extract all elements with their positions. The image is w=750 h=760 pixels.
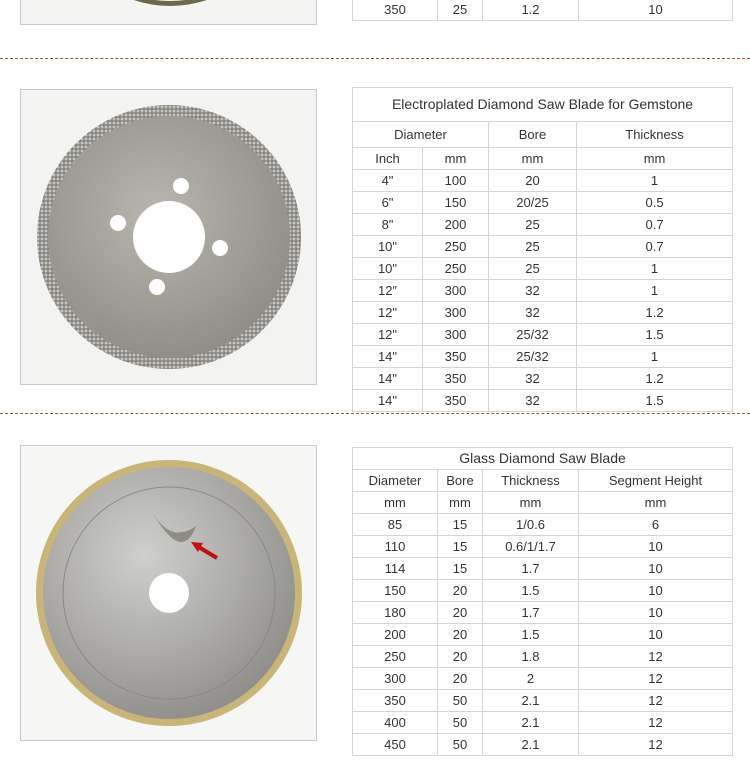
unit-header: mm [577, 148, 733, 170]
top-spec-table [352, 0, 733, 21]
table-cell: 2 [483, 668, 579, 690]
table-cell: 32 [489, 280, 577, 302]
table-cell: 20 [438, 668, 483, 690]
column-header: Thickness [483, 470, 579, 492]
table-row [353, 280, 733, 302]
table-cell: 12" [353, 324, 423, 346]
table-cell: 0.5 [577, 192, 733, 214]
table-cell: 20 [438, 580, 483, 602]
table-title-row [353, 88, 733, 122]
table-row [353, 536, 733, 558]
unit-header: mm [579, 492, 733, 514]
table-cell: 32 [489, 302, 577, 324]
table-header-row [353, 122, 733, 148]
table-row [353, 236, 733, 258]
table-cell: 10 [579, 624, 733, 646]
table-cell: 1.7 [483, 602, 579, 624]
table-cell: 10 [579, 602, 733, 624]
table-cell: 25/32 [489, 346, 577, 368]
table-cell: 1 [577, 346, 733, 368]
table-cell: 400 [353, 712, 438, 734]
column-header: Segment Height [579, 470, 733, 492]
table-cell: 150 [353, 580, 438, 602]
unit-header: mm [423, 148, 489, 170]
table-unit-row [353, 492, 733, 514]
table-cell: 1.2 [577, 302, 733, 324]
table-cell: 50 [438, 690, 483, 712]
table-cell: 4" [353, 170, 423, 192]
table-cell: 20 [438, 602, 483, 624]
table-cell: 300 [353, 668, 438, 690]
table-cell: 2.1 [483, 712, 579, 734]
table-cell: 25/32 [489, 324, 577, 346]
table-cell: 10" [353, 236, 423, 258]
table-cell: 200 [353, 624, 438, 646]
table-cell: 15 [438, 558, 483, 580]
table-cell: 50 [438, 734, 483, 756]
unit-header: mm [489, 148, 577, 170]
table-cell: 0.7 [577, 214, 733, 236]
table-unit-row [353, 148, 733, 170]
table-cell: 10" [353, 258, 423, 280]
table-cell: 0.6/1/1.7 [483, 536, 579, 558]
table-cell: 1.5 [577, 390, 733, 412]
table-cell: 12" [353, 302, 423, 324]
table-cell: 1.5 [577, 324, 733, 346]
table-cell: 350 [353, 0, 438, 21]
table-cell: 1 [577, 280, 733, 302]
table-cell: 350 [423, 368, 489, 390]
table-cell: 50 [438, 712, 483, 734]
table-cell: 15 [438, 514, 483, 536]
glass-blade-image [21, 446, 317, 741]
table-cell: 180 [353, 602, 438, 624]
table-cell: 20/25 [489, 192, 577, 214]
table-cell: 12″ [353, 280, 423, 302]
table-row [353, 346, 733, 368]
table-cell: 10 [579, 558, 733, 580]
table-row [353, 258, 733, 280]
table-cell: 25 [438, 0, 483, 21]
table-header-row [353, 470, 733, 492]
table-cell: 1 [577, 258, 733, 280]
product-photo-electroplated [20, 89, 317, 385]
column-header: Diameter [353, 122, 489, 148]
column-header: Bore [489, 122, 577, 148]
unit-header: mm [438, 492, 483, 514]
unit-header: mm [483, 492, 579, 514]
table-cell: 32 [489, 368, 577, 390]
table-cell: 0.7 [577, 236, 733, 258]
product-photo-glass [20, 445, 317, 741]
table-row [353, 214, 733, 236]
table-cell: 10 [579, 580, 733, 602]
table-cell: 12 [579, 646, 733, 668]
table-cell: 150 [423, 192, 489, 214]
table-cell: 10 [579, 536, 733, 558]
table-cell: 110 [353, 536, 438, 558]
table-cell: 20 [438, 624, 483, 646]
table-cell: 12 [579, 668, 733, 690]
unit-header: Inch [353, 148, 423, 170]
table-cell: 6" [353, 192, 423, 214]
column-header: Thickness [577, 122, 733, 148]
table-cell: 1.8 [483, 646, 579, 668]
table-cell: 2.1 [483, 734, 579, 756]
table-row [353, 192, 733, 214]
table-cell: 20 [489, 170, 577, 192]
table-cell: 20 [438, 646, 483, 668]
table-row [353, 690, 733, 712]
table-cell: 114 [353, 558, 438, 580]
electroplated-spec-table [352, 87, 733, 412]
table-cell: 25 [489, 236, 577, 258]
table-row [353, 646, 733, 668]
blade-image-top [21, 0, 317, 25]
table-row [353, 170, 733, 192]
table-cell: 12 [579, 690, 733, 712]
table-cell: 12 [579, 712, 733, 734]
electroplated-blade-image [21, 90, 317, 385]
table-row [353, 558, 733, 580]
table-cell: 1.2 [577, 368, 733, 390]
column-header: Bore [438, 470, 483, 492]
table-title: Glass Diamond Saw Blade [353, 448, 733, 470]
table-cell: 32 [489, 390, 577, 412]
table-row [353, 302, 733, 324]
table-cell: 300 [423, 280, 489, 302]
table-cell: 8" [353, 214, 423, 236]
table-cell: 350 [423, 346, 489, 368]
table-cell: 6 [579, 514, 733, 536]
table-cell: 1.5 [483, 624, 579, 646]
table-cell: 250 [423, 236, 489, 258]
table-cell: 350 [423, 390, 489, 412]
table-cell: 250 [353, 646, 438, 668]
table-row [353, 668, 733, 690]
section-divider [0, 58, 750, 59]
table-cell: 2.1 [483, 690, 579, 712]
table-cell: 10 [579, 0, 733, 21]
table-cell: 14" [353, 368, 423, 390]
table-cell: 1.7 [483, 558, 579, 580]
table-row [353, 712, 733, 734]
table-cell: 250 [423, 258, 489, 280]
table-title: Electroplated Diamond Saw Blade for Gemstone [353, 88, 733, 122]
table-row [353, 368, 733, 390]
table-cell: 100 [423, 170, 489, 192]
product-photo-top [20, 0, 317, 25]
table-cell: 14" [353, 346, 423, 368]
table-cell: 25 [489, 258, 577, 280]
table-cell: 300 [423, 324, 489, 346]
table-row [353, 580, 733, 602]
table-row [353, 324, 733, 346]
table-row [353, 0, 733, 21]
table-cell: 450 [353, 734, 438, 756]
unit-header: mm [353, 492, 438, 514]
table-row [353, 602, 733, 624]
table-cell: 25 [489, 214, 577, 236]
table-cell: 1/0.6 [483, 514, 579, 536]
table-cell: 15 [438, 536, 483, 558]
table-cell: 85 [353, 514, 438, 536]
table-row [353, 734, 733, 756]
table-row [353, 624, 733, 646]
table-cell: 300 [423, 302, 489, 324]
table-cell: 12 [579, 734, 733, 756]
table-row [353, 514, 733, 536]
table-title-row [353, 448, 733, 470]
table-cell: 1 [577, 170, 733, 192]
table-cell: 200 [423, 214, 489, 236]
table-cell: 14" [353, 390, 423, 412]
table-row [353, 390, 733, 412]
table-cell: 1.2 [483, 0, 579, 21]
column-header: Diameter [353, 470, 438, 492]
table-cell: 350 [353, 690, 438, 712]
section-divider [0, 413, 750, 414]
glass-spec-table [352, 447, 733, 756]
table-cell: 1.5 [483, 580, 579, 602]
